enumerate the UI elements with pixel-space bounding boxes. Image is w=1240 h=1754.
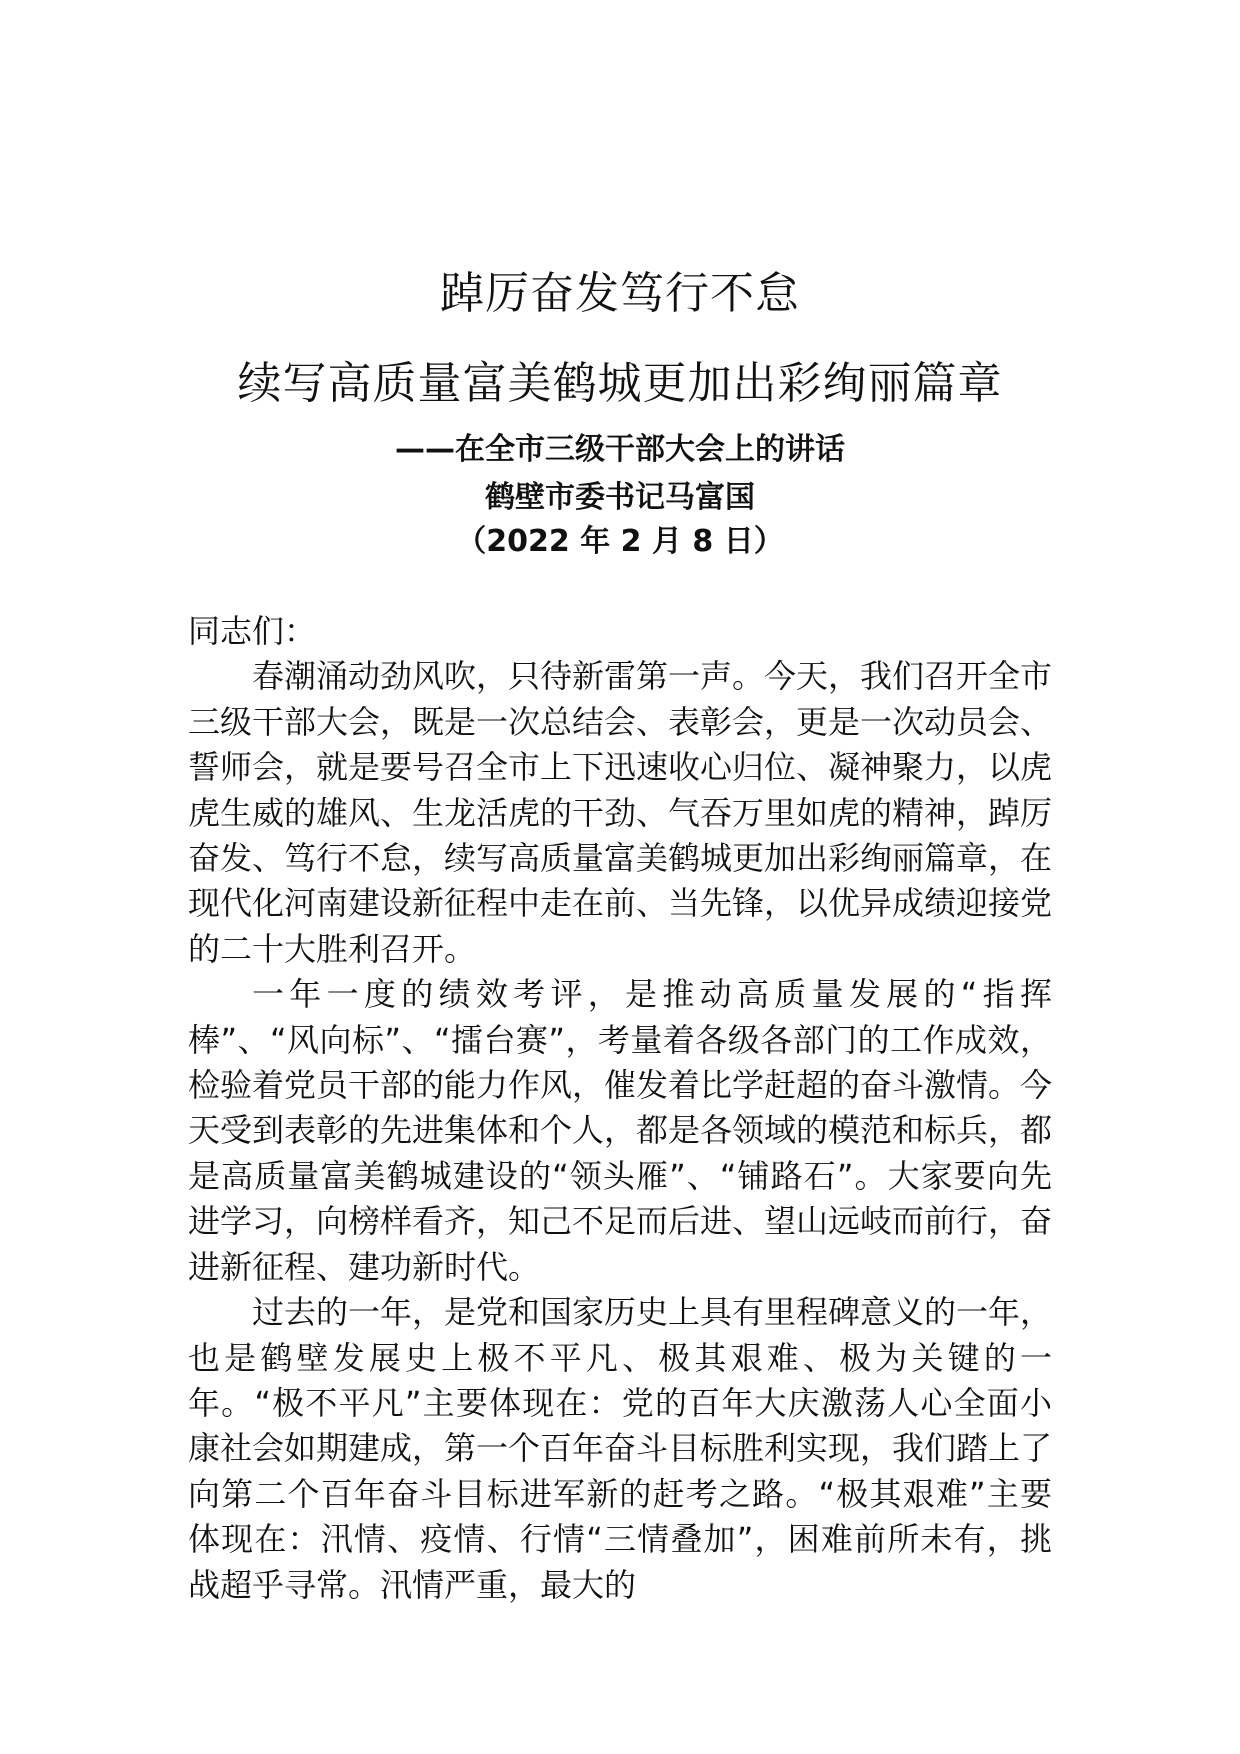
speech-body <box>188 609 1052 1608</box>
salutation: 同志们： <box>188 612 317 650</box>
paragraph-2: 一年一度的绩效考评，是推动高质量发展的“指挥棒”、“风向标”、“擂台赛”，考量着各级各部门的工作成效，检验着党员干部的能力作风，催发着比学赶超的奋斗激情。今天受到表彰的先进集体和个人，都是各领域的模范和标兵，都是高质量富美鹤城建设的“领头雁”、“铺路石”。大家要向先进学习，向榜样看齐，知己不足而后进、望山远岐而前行，奋进新征程、建功新时代。 <box>188 975 1053 1286</box>
paragraph-1: 春潮涌动劲风吹，只待新雷第一声。今天，我们召开全市三级干部大会，既是一次总结会、表彰会，更是一次动员会、誓师会，就是要号召全市上下迅速收心归位、凝神聚力，以虎虎生威的雄风、生龙活虎的干劲、气吞万里如虎的精神，踔厉奋发、笃行不怠，续写高质量富美鹤城更加出彩绚丽篇章，在现代化河南建设新征程中走在前、当先锋，以优异成绩迎接党的二十大胜利召开。 <box>188 657 1053 968</box>
title-line-2: 续写高质量富美鹤城更加出彩绚丽篇章 <box>237 358 1003 409</box>
subtitle: ——在全市三级干部大会上的讲话 <box>395 432 845 467</box>
date-line: （2022 年 2 月 8 日） <box>456 524 784 559</box>
author-line: 鹤壁市委书记马富国 <box>485 480 755 515</box>
paragraph-3: 过去的一年，是党和国家历史上具有里程碑意义的一年，也是鹤壁发展史上极不平凡、极其艰难、极为关键的一年。“极不平凡”主要体现在：党的百年大庆激荡人心全面小康社会如期建成，第一个百年奋斗目标胜利实现，我们踏上了向第二个百年奋斗目标进军新的赶考之路。“极其艰难”主要体现在：汛情、疫情、行情“三情叠加”，困难前所未有，挑战超乎寻常。汛情严重，最大的 <box>188 1293 1053 1604</box>
title-line-1: 踔厉奋发笃行不怠 <box>440 268 800 319</box>
